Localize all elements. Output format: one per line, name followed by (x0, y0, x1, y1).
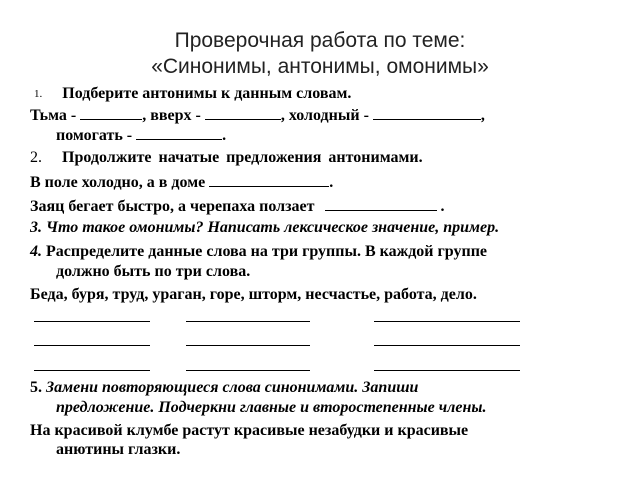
task-4-text-1: Распределите данные слова на три группы. В каждой группе (46, 243, 488, 260)
task-1-line-1 (30, 105, 620, 125)
task-4-line-2: должно быть по три слова. (56, 263, 251, 280)
task-1-line-2 (56, 125, 640, 145)
word-pomogat: помогать - (56, 127, 133, 144)
task-2-number: 2. (30, 149, 42, 166)
word-tma: Тьма - (30, 107, 77, 124)
task-5-text-1: Замени повторяющиеся слова синонимами. Запиши (46, 379, 419, 396)
task-1-number: 1. (34, 88, 43, 100)
task-5-number: 5. (30, 379, 42, 396)
title-line-2: «Синонимы, антонимы, омонимы» (151, 55, 489, 78)
group-3-line-1[interactable] (374, 321, 520, 322)
answer-blank-1[interactable] (80, 105, 142, 120)
group-2-line-1[interactable] (186, 321, 310, 322)
task-4-number: 4. (30, 243, 42, 260)
task-2-text: Продолжите начатые предложения антонимами. (62, 149, 423, 166)
answer-blank-2[interactable] (205, 105, 281, 120)
task-2-heading (30, 148, 620, 167)
answer-blank-5[interactable] (209, 172, 329, 187)
page-title (0, 28, 640, 80)
word-vverh: , вверх - (142, 107, 201, 124)
task-5-sentence-1: На красивой клумбе растут красивые незабудки и красивые (30, 422, 469, 439)
group-1-line-2[interactable] (34, 345, 150, 346)
answer-blank-4[interactable] (136, 125, 222, 140)
sentence-2-text: Заяц бегает быстро, а черепаха ползает (30, 198, 315, 215)
sentence-2-end: . (440, 198, 445, 215)
task-1-text: Подберите антонимы к данным словам. (62, 85, 352, 102)
task-5-line-1 (30, 378, 620, 397)
answer-blank-6[interactable] (325, 196, 437, 211)
group-3-line-3[interactable] (374, 370, 520, 371)
comma: , (480, 107, 485, 124)
word-holodny: , холодный - (280, 107, 369, 124)
task-2-sentence-2 (30, 196, 620, 216)
task-2-sentence-1 (30, 172, 620, 192)
task-3: 3. Что такое омонимы? Написать лексическое значение, пример. (30, 219, 500, 236)
sentence-1-end: . (329, 174, 334, 191)
task-5-sentence-2: анютины глазки. (56, 441, 181, 458)
task-1-heading (34, 84, 624, 104)
task-5-line-2: предложение. Подчеркни главные и второстепенные члены. (56, 399, 487, 416)
group-3-line-2[interactable] (374, 345, 520, 346)
group-1-line-3[interactable] (34, 370, 150, 371)
group-1-line-1[interactable] (34, 321, 150, 322)
group-2-line-3[interactable] (186, 370, 310, 371)
period: . (222, 127, 227, 144)
task-4-line-1 (30, 242, 620, 261)
task-4-words: Беда, буря, труд, ураган, горе, шторм, несчастье, работа, дело. (30, 286, 477, 303)
title-line-1: Проверочная работа по теме: (174, 29, 466, 52)
group-2-line-2[interactable] (186, 345, 310, 346)
sentence-1-text: В поле холодно, а в доме (30, 174, 206, 191)
answer-blank-3[interactable] (373, 105, 481, 120)
